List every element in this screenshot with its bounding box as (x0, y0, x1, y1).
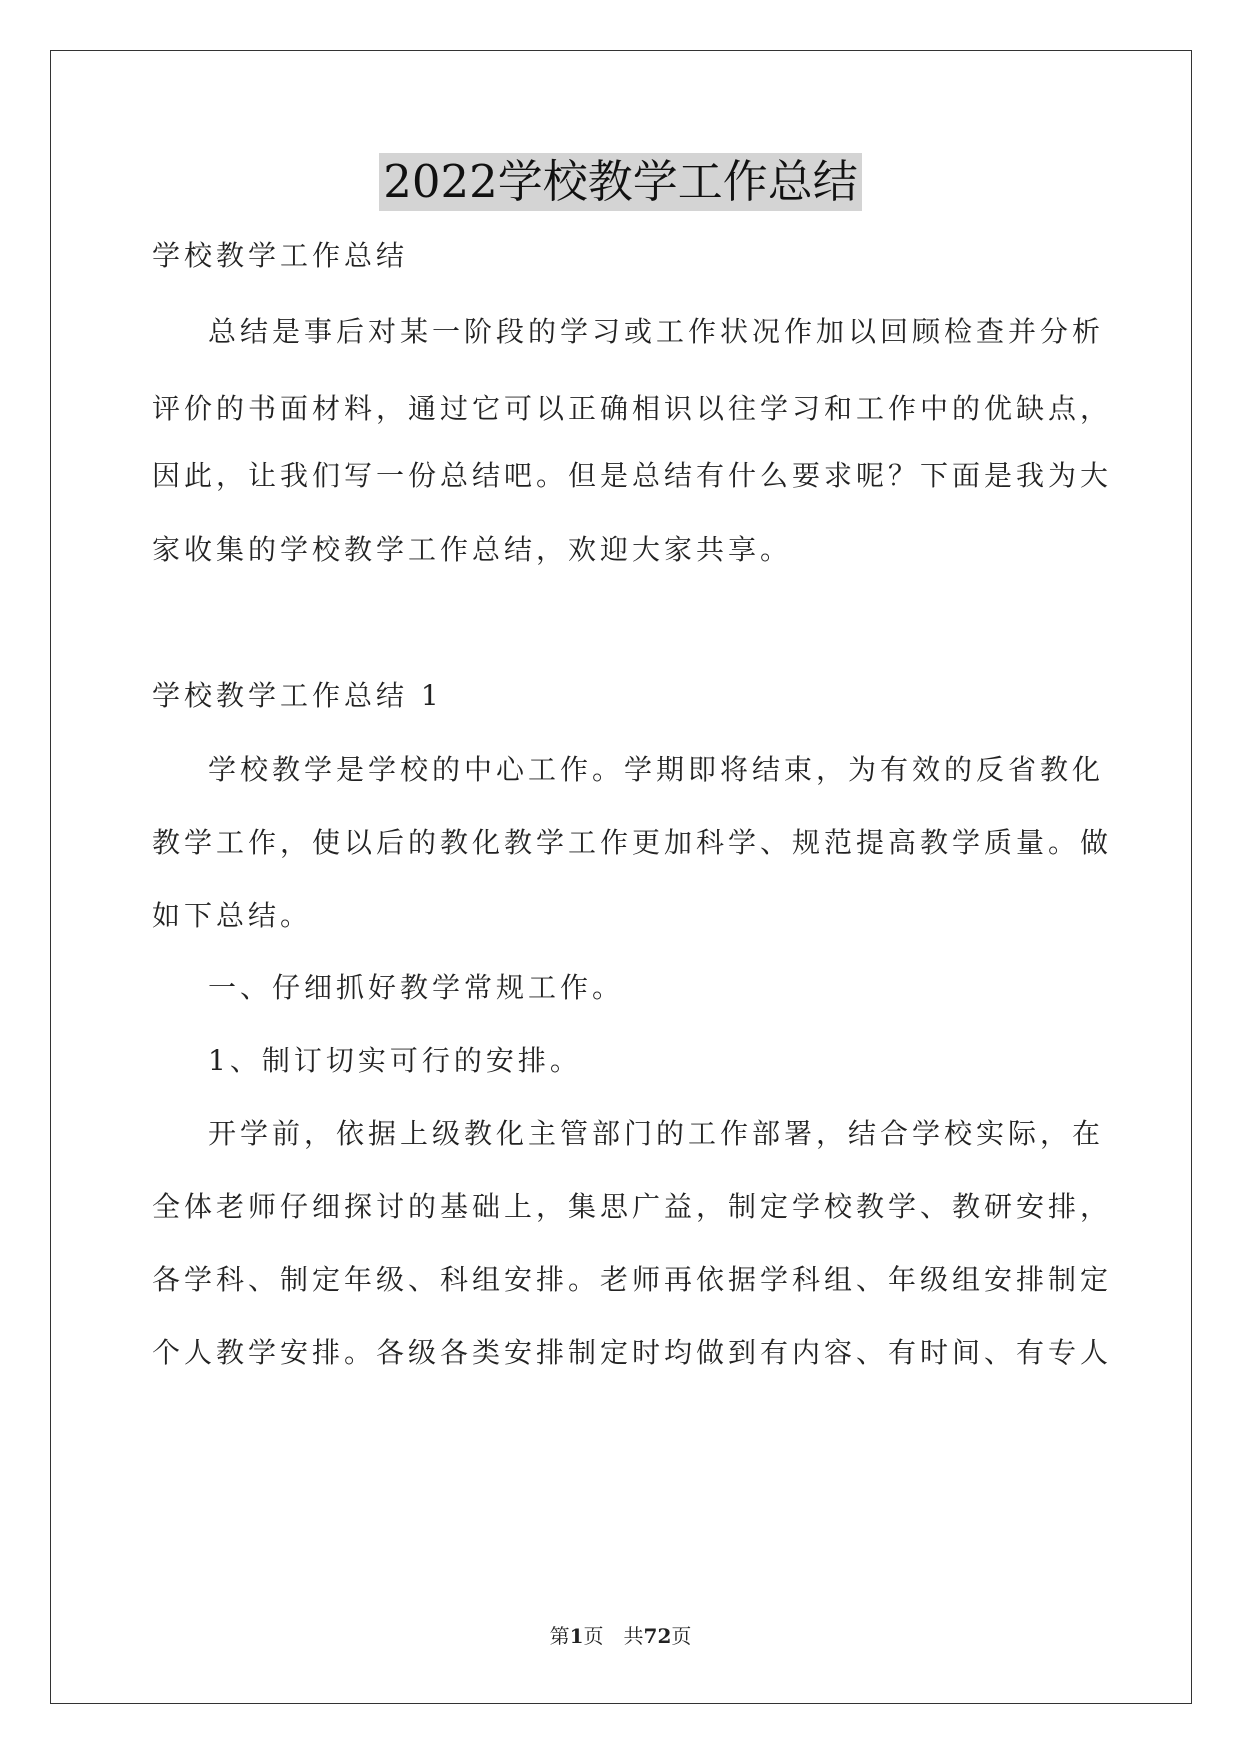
subheading: 1、制订切实可行的安排。 (208, 1044, 582, 1077)
paragraph-line: 如下总结。 (152, 899, 313, 932)
footer-prefix: 第 (549, 1624, 570, 1648)
page-footer (0, 1620, 1241, 1649)
paragraph-line: 全体老师仔细探讨的基础上，集思广益，制定学校教学、教研安排， (152, 1190, 1113, 1223)
footer-suffix: 页 (671, 1624, 692, 1648)
heading-intro: 学校教学工作总结 (152, 239, 409, 272)
subheading: 一、仔细抓好教学常规工作。 (208, 971, 625, 1004)
total-pages: 72 (643, 1624, 672, 1648)
footer-mid: 页 共 (583, 1624, 644, 1648)
paragraph-line: 学校教学是学校的中心工作。学期即将结束，为有效的反省教化 (208, 753, 1105, 786)
page-border (50, 50, 1192, 1704)
page-number: 1 (569, 1624, 584, 1648)
paragraph-line: 总结是事后对某一阶段的学习或工作状况作加以回顾检查并分析 (208, 315, 1105, 348)
section-heading: 学校教学工作总结 1 (152, 679, 443, 712)
title-wrap (0, 153, 1241, 211)
paragraph-line: 家收集的学校教学工作总结，欢迎大家共享。 (152, 533, 793, 566)
paragraph-line: 各学科、制定年级、科组安排。老师再依据学科组、年级组安排制定 (152, 1263, 1113, 1296)
paragraph-line: 因此，让我们写一份总结吧。但是总结有什么要求呢？下面是我为大 (152, 459, 1113, 492)
paragraph-line: 个人教学安排。各级各类安排制定时均做到有内容、有时间、有专人 (152, 1336, 1113, 1369)
paragraph-line: 评价的书面材料，通过它可以正确相识以往学习和工作中的优缺点， (152, 392, 1113, 425)
paragraph-line: 教学工作，使以后的教化教学工作更加科学、规范提高教学质量。做 (152, 826, 1113, 859)
document-title: 2022学校教学工作总结 (379, 153, 862, 211)
paragraph-line: 开学前，依据上级教化主管部门的工作部署，结合学校实际，在 (208, 1117, 1105, 1150)
